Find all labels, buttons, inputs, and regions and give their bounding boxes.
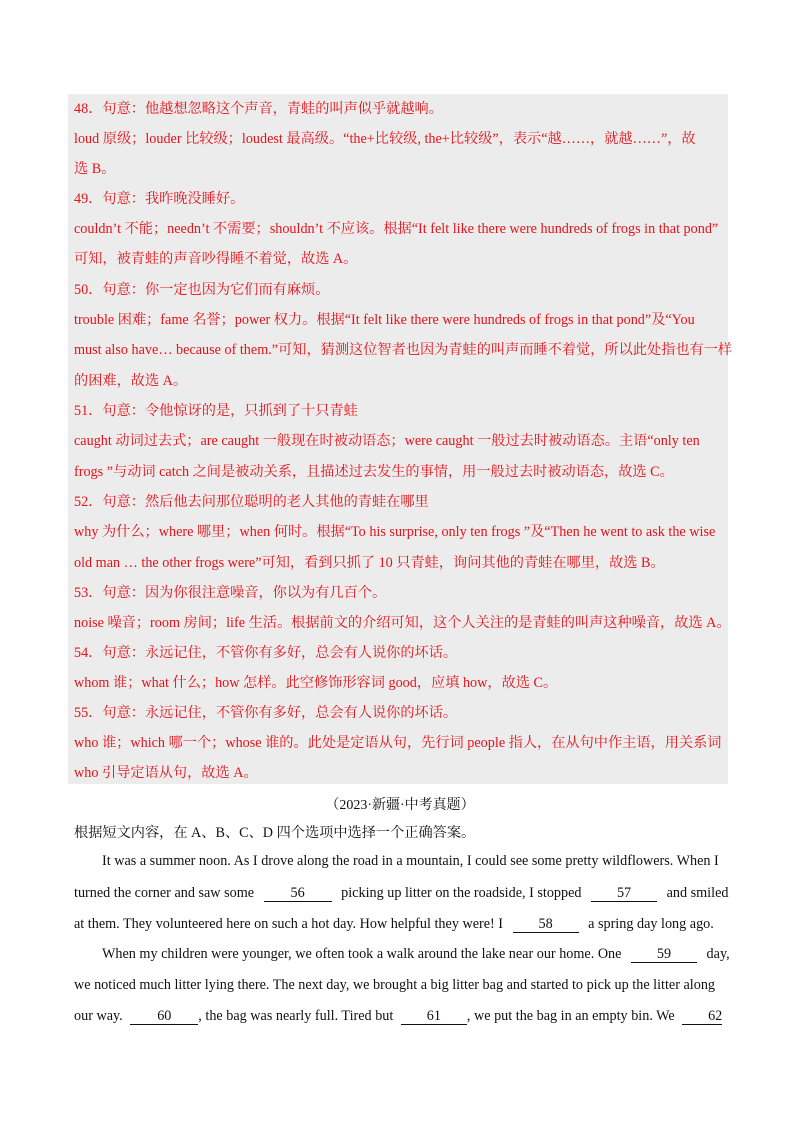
passage-text: It was a summer noon. As I drove along the road in a mountain, I could see some pretty wildflowers. When I bbox=[102, 853, 719, 869]
answer-line: must also have… because of them.”可知，猜测这位智者也因为青蛙的叫声而睡不着觉，所以此处指也有一样 bbox=[74, 342, 733, 358]
answer-line: old man … the other frogs were”可知，看到只抓了 10 只青蛙，询问其他的青蛙在哪里，故选 B。 bbox=[74, 555, 665, 571]
blank-57[interactable]: 57 bbox=[591, 886, 657, 902]
answer-line: whom 谁；what 什么；how 怎样。此空修饰形容词 good，应填 how，故选 C。 bbox=[74, 675, 558, 691]
passage-text: a spring day long ago. bbox=[588, 916, 714, 932]
answer-line: couldn’t 不能；needn’t 不需要；shouldn’t 不应该。根据“It felt like there were hundreds of frogs in that pond” bbox=[74, 221, 719, 237]
answer-line: 55．句意：永远记住，不管你有多好，总会有人说你的坏话。 bbox=[74, 705, 458, 721]
passage-line bbox=[102, 945, 730, 963]
blank-61[interactable]: 61 bbox=[401, 1009, 467, 1025]
answer-line: loud 原级；louder 比较级；loudest 最高级。“the+比较级, the+比较级”，表示“越……，就越……”，故 bbox=[74, 131, 696, 147]
answer-line: who 引导定语从句，故选 A。 bbox=[74, 765, 258, 781]
answer-line: trouble 困难；fame 名誉；power 权力。根据“It felt like there were hundreds of frogs in that pond”及“You bbox=[74, 312, 695, 328]
passage-text: at them. They volunteered here on such a hot day. How helpful they were! I bbox=[74, 916, 504, 932]
answer-line: 54．句意：永远记住，不管你有多好，总会有人说你的坏话。 bbox=[74, 645, 458, 661]
answer-line: 的困难，故选 A。 bbox=[74, 373, 188, 389]
passage-text: When my children were younger, we often took a walk around the lake near our home. One bbox=[102, 946, 622, 962]
passage-text: and smiled bbox=[666, 885, 729, 901]
blank-56[interactable]: 56 bbox=[264, 886, 332, 902]
source-title: （2023·新疆·中考真题） bbox=[325, 798, 475, 813]
answer-line: 48．句意：他越想忽略这个声音，青蛙的叫声似乎就越响。 bbox=[74, 101, 443, 117]
answer-line: 53．句意：因为你很注意噪音，你以为有几百个。 bbox=[74, 585, 387, 601]
answer-line: 可知，被青蛙的声音吵得睡不着觉，故选 A。 bbox=[74, 251, 358, 267]
answer-line: 选 B。 bbox=[74, 161, 116, 177]
passage-line bbox=[74, 1007, 722, 1025]
blank-59[interactable]: 59 bbox=[631, 947, 697, 963]
answer-line: 49．句意：我昨晚没睡好。 bbox=[74, 191, 245, 207]
passage-text: , we put the bag in an empty bin. We bbox=[466, 1008, 675, 1024]
answer-line: who 谁；which 哪一个；whose 谁的。此处是定语从句，先行词 people 指人，在从句中作主语，用关系词 bbox=[74, 735, 722, 751]
passage-line bbox=[74, 884, 728, 902]
passage-text: our way. bbox=[74, 1008, 123, 1024]
passage-text: turned the corner and saw some bbox=[74, 885, 255, 901]
passage-line bbox=[74, 976, 715, 994]
answer-line: frogs ”与动词 catch 之间是被动关系，且描述过去发生的事情，用一般过去时被动语态，故选 C。 bbox=[74, 464, 674, 480]
answer-line: why 为什么；where 哪里；when 何时。根据“To his surprise, only ten frogs ”及“Then he went to ask the wise bbox=[74, 524, 716, 540]
passage-text: , the bag was nearly full. Tired but bbox=[198, 1008, 394, 1024]
passage-text: picking up litter on the roadside, I stopped bbox=[341, 885, 582, 901]
answer-line: noise 噪音；room 房间；life 生活。根据前文的介绍可知，这个人关注的是青蛙的叫声这种噪音，故选 A。 bbox=[74, 615, 731, 631]
blank-58[interactable]: 58 bbox=[513, 917, 579, 933]
instruction-text: 根据短文内容，在 A、B、C、D 四个选项中选择一个正确答案。 bbox=[74, 825, 476, 841]
answer-line: 52．句意：然后他去问那位聪明的老人其他的青蛙在哪里 bbox=[74, 494, 429, 510]
passage-line bbox=[74, 915, 714, 933]
passage-text: we noticed much litter lying there. The next day, we brought a big litter bag and started to pick up the litter along bbox=[74, 977, 716, 993]
passage-line bbox=[102, 852, 719, 870]
passage-text: day, bbox=[706, 946, 730, 962]
answer-line: 50．句意：你一定也因为它们而有麻烦。 bbox=[74, 282, 330, 298]
blank-60[interactable]: 60 bbox=[130, 1009, 198, 1025]
blank-62[interactable]: 62 bbox=[682, 1009, 722, 1025]
answer-line: caught 动词过去式；are caught 一般现在时被动语态；were caught 一般过去时被动语态。主语“only ten bbox=[74, 433, 700, 449]
answer-line: 51．句意：令他惊讶的是，只抓到了十只青蛙 bbox=[74, 403, 358, 419]
